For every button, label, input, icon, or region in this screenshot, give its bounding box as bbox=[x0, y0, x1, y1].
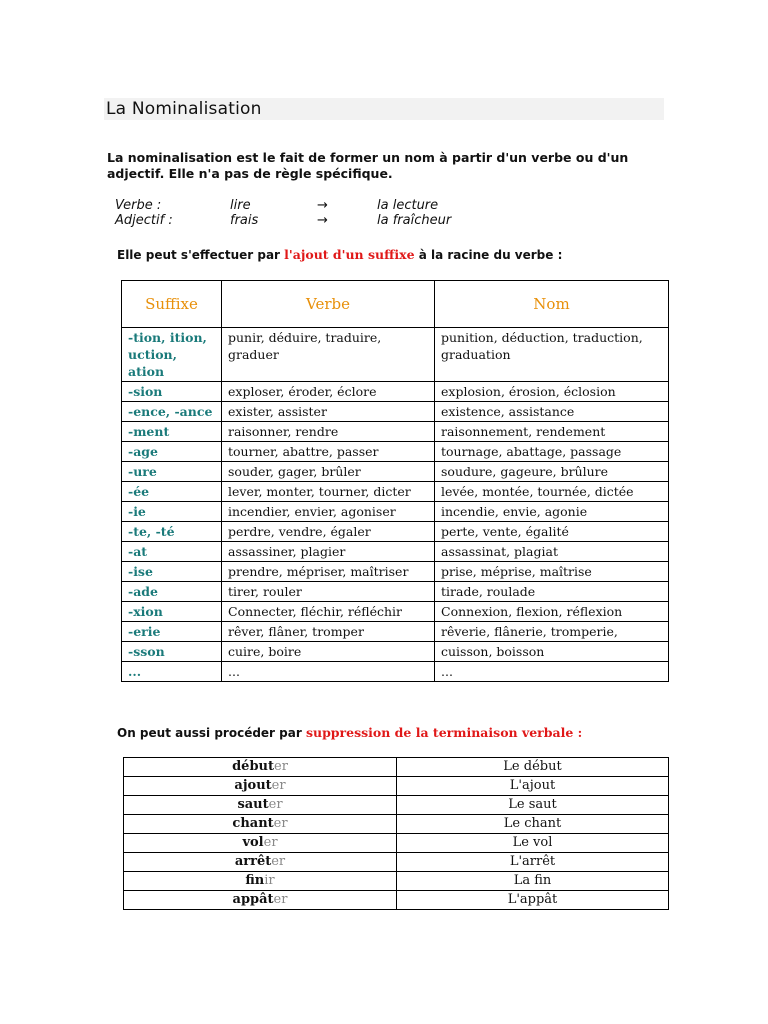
verb-cell: cuire, boire bbox=[222, 642, 435, 662]
suffix-intro-text: Elle peut s'effectuer par bbox=[117, 248, 285, 262]
infinitive-cell bbox=[124, 853, 397, 872]
table-row bbox=[122, 328, 669, 382]
infinitive-cell bbox=[124, 758, 397, 777]
table-row bbox=[124, 853, 669, 872]
intro-paragraph: La nominalisation est le fait de former un nom à partir d'un verbe ou d'un adjectif. Elle n'a pas de règle spécifique. bbox=[107, 150, 629, 181]
noun-cell: La fin bbox=[397, 872, 669, 891]
suffix-cell: -sion bbox=[122, 382, 222, 402]
suffix-intro-highlight: l'ajout d'un suffixe bbox=[284, 247, 415, 262]
noun-cell: cuisson, boisson bbox=[435, 642, 669, 662]
suffix-cell: -ure bbox=[122, 462, 222, 482]
infinitive-cell bbox=[124, 834, 397, 853]
noun-cell: rêverie, flânerie, tromperie, bbox=[435, 622, 669, 642]
infinitive-cell bbox=[124, 891, 397, 910]
verb-cell: exploser, éroder, éclore bbox=[222, 382, 435, 402]
noun-cell: raisonnement, rendement bbox=[435, 422, 669, 442]
verb-stem: fin bbox=[245, 873, 265, 888]
header-suffix: Suffixe bbox=[122, 281, 222, 328]
table-row bbox=[124, 834, 669, 853]
table-row bbox=[122, 562, 669, 582]
infinitive-cell bbox=[124, 872, 397, 891]
noun-cell: incendie, envie, agonie bbox=[435, 502, 669, 522]
header-noun: Nom bbox=[435, 281, 669, 328]
table-row bbox=[122, 482, 669, 502]
verb-cell: tourner, abattre, passer bbox=[222, 442, 435, 462]
infinitive-cell bbox=[124, 777, 397, 796]
table-row bbox=[124, 891, 669, 910]
noun-cell: ... bbox=[435, 662, 669, 682]
verb-ending: er bbox=[263, 835, 278, 850]
table-row bbox=[122, 642, 669, 662]
table-row bbox=[122, 402, 669, 422]
noun-cell: explosion, érosion, éclosion bbox=[435, 382, 669, 402]
table-row bbox=[124, 758, 669, 777]
table-row bbox=[124, 872, 669, 891]
noun-cell: levée, montée, tournée, dictée bbox=[435, 482, 669, 502]
table-row bbox=[122, 522, 669, 542]
infinitive-cell bbox=[124, 815, 397, 834]
verb-ending: er bbox=[271, 778, 286, 793]
verb-cell: lever, monter, tourner, dicter bbox=[222, 482, 435, 502]
verb-ending: er bbox=[273, 816, 288, 831]
suffix-cell: -te, -té bbox=[122, 522, 222, 542]
verb-cell: punir, déduire, traduire, graduer bbox=[222, 328, 435, 382]
noun-cell: Le vol bbox=[397, 834, 669, 853]
table-row bbox=[122, 422, 669, 442]
verb-cell: incendier, envier, agoniser bbox=[222, 502, 435, 522]
suffix-cell: -erie bbox=[122, 622, 222, 642]
table-row bbox=[124, 796, 669, 815]
noun-cell: L'ajout bbox=[397, 777, 669, 796]
page-title: La Nominalisation bbox=[106, 99, 262, 119]
verb-stem: vol bbox=[242, 835, 264, 850]
noun-cell: L'arrêt bbox=[397, 853, 669, 872]
suffix-intro bbox=[117, 247, 562, 262]
noun-cell: prise, méprise, maîtrise bbox=[435, 562, 669, 582]
verb-ending: er bbox=[274, 759, 288, 774]
verb-cell: ... bbox=[222, 662, 435, 682]
noun-cell: Le chant bbox=[397, 815, 669, 834]
verb-stem: chant bbox=[232, 816, 274, 831]
noun-cell: Le saut bbox=[397, 796, 669, 815]
noun-cell: tournage, abattage, passage bbox=[435, 442, 669, 462]
verb-cell: tirer, rouler bbox=[222, 582, 435, 602]
noun-cell: L'appât bbox=[397, 891, 669, 910]
table-row bbox=[124, 777, 669, 796]
table-row bbox=[122, 442, 669, 462]
suppression-intro bbox=[117, 725, 582, 740]
table-row bbox=[122, 622, 669, 642]
verb-stem: saut bbox=[237, 797, 269, 812]
verb-ending: er bbox=[271, 854, 286, 869]
verb-stem: ajout bbox=[234, 778, 272, 793]
noun-cell: tirade, roulade bbox=[435, 582, 669, 602]
example-label: Verbe : bbox=[115, 198, 162, 213]
verb-stem: début bbox=[232, 759, 274, 774]
example-word: frais bbox=[230, 213, 259, 228]
verb-stem: arrêt bbox=[234, 854, 272, 869]
example-result: la lecture bbox=[377, 198, 439, 213]
verb-stem: appât bbox=[232, 892, 274, 907]
noun-cell: Le début bbox=[397, 758, 669, 777]
verb-table bbox=[123, 757, 669, 910]
verb-ending: er bbox=[273, 892, 288, 907]
suppression-intro-text: On peut aussi procéder par bbox=[117, 726, 306, 740]
verb-cell: perdre, vendre, égaler bbox=[222, 522, 435, 542]
suffix-cell: -ée bbox=[122, 482, 222, 502]
table-row bbox=[122, 582, 669, 602]
verb-cell: exister, assister bbox=[222, 402, 435, 422]
verb-cell: prendre, mépriser, maîtriser bbox=[222, 562, 435, 582]
noun-cell: assassinat, plagiat bbox=[435, 542, 669, 562]
noun-cell: Connexion, flexion, réflexion bbox=[435, 602, 669, 622]
suffix-cell: -xion bbox=[122, 602, 222, 622]
infinitive-cell bbox=[124, 796, 397, 815]
table-row bbox=[122, 502, 669, 522]
table-header-row bbox=[122, 281, 669, 328]
table-row bbox=[122, 382, 669, 402]
verb-cell: rêver, flâner, tromper bbox=[222, 622, 435, 642]
table-row bbox=[122, 462, 669, 482]
verb-cell: raisonner, rendre bbox=[222, 422, 435, 442]
suppression-intro-highlight: suppression de la terminaison verbale : bbox=[305, 725, 583, 740]
suffix-cell: -age bbox=[122, 442, 222, 462]
suffix-intro-end: à la racine du verbe : bbox=[414, 248, 563, 262]
suffix-cell: ... bbox=[122, 662, 222, 682]
arrow-icon: → bbox=[317, 198, 328, 213]
verb-ending: er bbox=[268, 797, 283, 812]
suffix-cell: -at bbox=[122, 542, 222, 562]
suffix-table bbox=[121, 280, 669, 682]
example-label: Adjectif : bbox=[115, 213, 173, 228]
verb-ending: ir bbox=[264, 873, 275, 888]
suffix-cell: -ence, -ance bbox=[122, 402, 222, 422]
header-verb: Verbe bbox=[222, 281, 435, 328]
noun-cell: punition, déduction, traduction, graduation bbox=[435, 328, 669, 382]
table-row bbox=[124, 815, 669, 834]
example-result: la fraîcheur bbox=[377, 213, 452, 228]
suffix-cell: -sson bbox=[122, 642, 222, 662]
noun-cell: perte, vente, égalité bbox=[435, 522, 669, 542]
table-row bbox=[122, 542, 669, 562]
suffix-cell: -ade bbox=[122, 582, 222, 602]
example-word: lire bbox=[230, 198, 251, 213]
table-row bbox=[122, 662, 669, 682]
noun-cell: soudure, gageure, brûlure bbox=[435, 462, 669, 482]
suffix-cell: -tion, ition, uction, ation bbox=[122, 328, 222, 382]
table-row bbox=[122, 602, 669, 622]
verb-cell: Connecter, fléchir, réfléchir bbox=[222, 602, 435, 622]
suffix-cell: -ie bbox=[122, 502, 222, 522]
noun-cell: existence, assistance bbox=[435, 402, 669, 422]
suffix-cell: -ment bbox=[122, 422, 222, 442]
verb-cell: souder, gager, brûler bbox=[222, 462, 435, 482]
verb-cell: assassiner, plagier bbox=[222, 542, 435, 562]
suffix-cell: -ise bbox=[122, 562, 222, 582]
arrow-icon: → bbox=[317, 213, 328, 228]
